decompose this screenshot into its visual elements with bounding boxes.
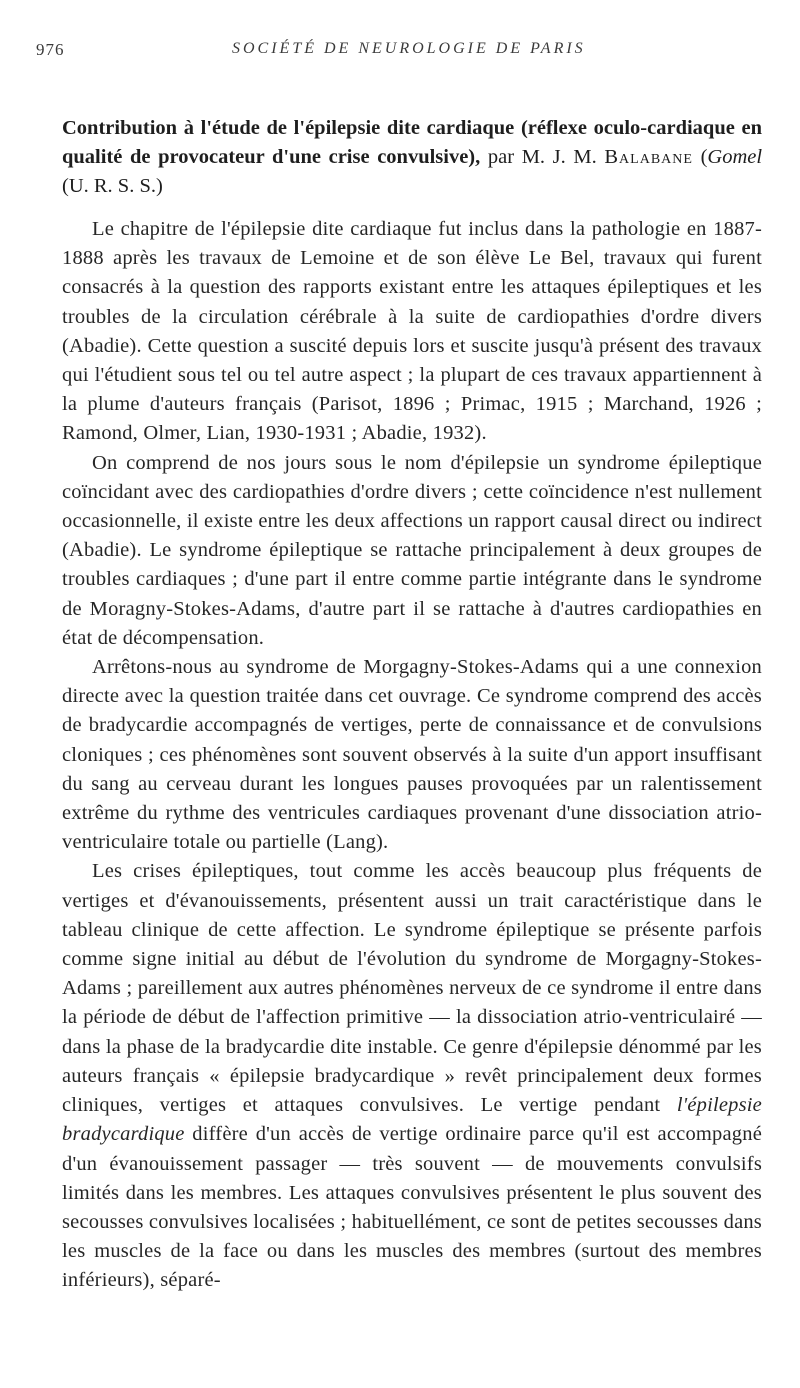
by-word: par — [487, 146, 515, 168]
article-title: Contribution à l'étude de l'épilepsie dite cardiaque (réflexe oculo-cardiaque en qualité de provocateur d'une crise convulsive), — [62, 117, 762, 168]
italic-term: l'épilepsie bradycardique — [62, 1094, 762, 1146]
affiliation-country: (U. R. S. S.) — [62, 175, 163, 197]
affiliation-open: ( — [700, 146, 708, 168]
page-number: 976 — [36, 40, 65, 59]
paragraph: On comprend de nos jours sous le nom d'épilepsie un syndrome épileptique coïncidant avec des cardiopathies d'ordre divers ; cette coïncidence n'est nullement occasionnelle, il existe entre les deux affections un rapport causal direct ou indirect (Abadie). Le syndrome épileptique se rattache principalement à deux groupes de troubles cardiaques ; d'une part il entre comme partie intégrante dans le syndrome de Moragny-Stokes-Adams, d'autre part il se rattache à d'autres cardiopathies en état de décompensation. — [62, 451, 762, 649]
article-heading — [62, 114, 762, 201]
paragraph: Arrêtons-nous au syndrome de Morgagny-Stokes-Adams qui a une connexion directe avec la question traitée dans cet ouvrage. Ce syndrome comprend des accès de bradycardie accompagnés de vertiges, perte de connaissance et de convulsions cloniques ; ces phénomènes sont souvent observés à la suite d'un apport insuffisant du sang au cerveau durant les longues pauses provoquées par un ralentissement extrême du rythme des ventricules cardiaques provenant d'une dissociation atrio-ventriculaire totale ou partielle (Lang). — [62, 656, 762, 854]
page — [36, 40, 763, 1296]
paragraph-text: Les crises épileptiques, tout comme les accès beaucoup plus fréquents de vertiges et d'évanouissements, présentent aussi un trait caractéristique dans le tableau clinique de cette affection. Le syndrome épileptique se présente parfois comme signe initial au début de l'évolution du syndrome de Morgagny-Stokes-Adams ; pareillement aux autres phénomènes nerveux de ce syndrome il entre dans la période de début de l'affection primitive — la dissociation atrio-ventriculairé — dans la phase de la bradycardie dite instable. Ce genre d'épilepsie dénommé par les auteurs français « épilepsie bradycardique » revêt principalement deux formes cliniques, vertiges et attaques convulsives. Le vertige pendant — [62, 860, 762, 1117]
author-initials: M. J. M. — [521, 146, 597, 168]
paragraph: Le chapitre de l'épilepsie dite cardiaque fut inclus dans la pathologie en 1887-1888 après les travaux de Lemoine et de son élève Le Bel, travaux qui furent consacrés à la question des rapports existant entre les attaques épileptiques et les troubles de la circulation cérébrale à la suite de cardiopathies d'ordre divers (Abadie). Cette question a suscité depuis lors et suscite jusqu'à présent des travaux qui l'étudient sous tel ou tel autre aspect ; la plupart de ces travaux appartiennent à la plume d'auteurs français (Parisot, 1896 ; Primac, 1915 ; Marchand, 1926 ; Ramond, Olmer, Lian, 1930-1931 ; Abadie, 1932). — [62, 218, 762, 445]
journal-title: SOCIÉTÉ DE NEUROLOGIE DE PARIS — [232, 40, 586, 57]
paragraph — [62, 857, 762, 1295]
affiliation-city: Gomel — [707, 146, 763, 168]
article-body — [62, 215, 762, 1296]
author-name: Balabane — [604, 146, 693, 168]
running-head — [36, 40, 762, 72]
paragraph-text: diffère d'un accès de vertige ordinaire parce qu'il est accompagné d'un évanouissement passager — très souvent — de mouvements convulsifs limités dans les membres. Les attaques convulsives présentent le plus souvent des secousses convulsives localisées ; habituellément, ce sont de petites secousses dans les muscles de la face ou dans les muscles des membres (surtout des membres inférieurs), séparé- — [62, 1123, 762, 1292]
